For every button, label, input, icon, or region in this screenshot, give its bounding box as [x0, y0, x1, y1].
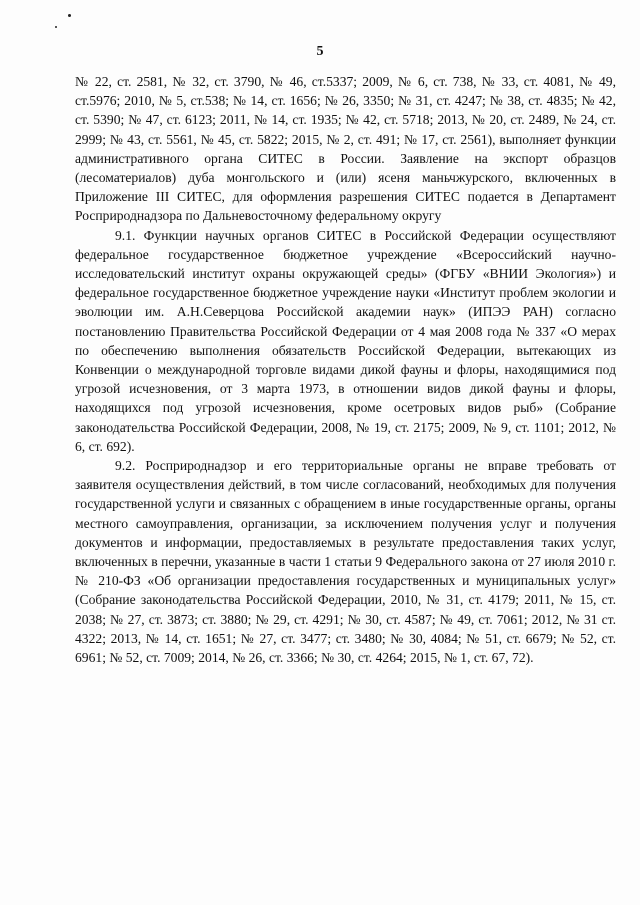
paragraph-9-1: 9.1. Функции научных органов СИТЕС в Российской Федерации осуществляют федеральное государственное бюджетное учреждение «Всероссийский научно-исследовательский институт охраны окружающей среды» (ФГБУ «ВНИИ Экология») и федеральное государственное бюджетное учреждение науки «Институт проблем экологии и эволюции им. А.Н.Северцова Российской академии наук» (ИПЭЭ РАН) согласно постановлению Правительства Российской Федерации от 4 мая 2008 года № 337 «О мерах по обеспечению выполнения обязательств Российской Федерации, вытекающих из Конвенции о международной торговле видами дикой фауны и флоры, находящимися под угрозой исчезновения, от 3 марта 1973, в отношении видов дикой фауны и флоры, находящихся под угрозой исчезновения, кроме осетровых видов рыб» (Собрание законодательства Российской Федерации, 2008, № 19, ст. 2175; 2009, № 9, ст. 1101; 2012, № 6, ст. 692). [75, 227, 616, 454]
document-body [75, 72, 616, 667]
page-number: 5 [316, 44, 324, 59]
scan-speck [68, 14, 71, 17]
paragraph-continuation: № 22, ст. 2581, № 32, ст. 3790, № 46, ст.5337; 2009, № 6, ст. 738, № 33, ст. 4081, № 49, ст.5976; 2010, № 5, ст.538; № 14, ст. 1656; № 26, 3350; № 31, ст. 4247; № 38, ст. 4835; № 42, ст. 5390; № 47, ст. 6123; 2011, № 14, ст. 1935; № 42, ст. 5718; 2013, № 20, ст. 2489, № 24, ст. 2999; № 43, ст. 5561, № 45, ст. 5822; 2015, № 2, ст. 491; № 17, ст. 2561), выполняет функции административного органа СИТЕС в России. Заявление на экспорт образцов (лесоматериалов) дуба монгольского и (или) ясеня маньчжурского, включенных в Приложение III СИТЕС, для оформления разрешения СИТЕС подается в Департамент Росприроднадзора по Дальневосточному федеральному округу [75, 74, 616, 224]
scan-speck [55, 26, 57, 28]
paragraph-9-2: 9.2. Росприроднадзор и его территориальные органы не вправе требовать от заявителя осуществления действий, в том числе согласований, необходимых для получения государственной услуги и связанных с обращением в иные государственные органы, органы местного самоуправления, организации, за исключением получения услуг и получения документов и информации, предоставляемых в результате предоставления таких услуг, включенных в перечни, указанные в части 1 статьи 9 Федерального закона от 27 июля 2010 г. № 210-ФЗ «Об организации предоставления государственных и муниципальных услуг» (Собрание законодательства Российской Федерации, 2010, № 31, ст. 4179; 2011, № 15, ст. 2038; № 27, ст. 3873; ст. 3880; № 29, ст. 4291; № 30, ст. 4587; № 49, ст. 7061; 2012, № 31 ст. 4322; 2013, № 14, ст. 1651; № 27, ст. 3477; ст. 3480; № 30, 4084; № 51, ст. 6679; № 52, ст. 6961; № 52, ст. 7009; 2014, № 26, ст. 3366; № 30, ст. 4264; 2015, № 1, ст. 67, 72). [75, 458, 616, 666]
